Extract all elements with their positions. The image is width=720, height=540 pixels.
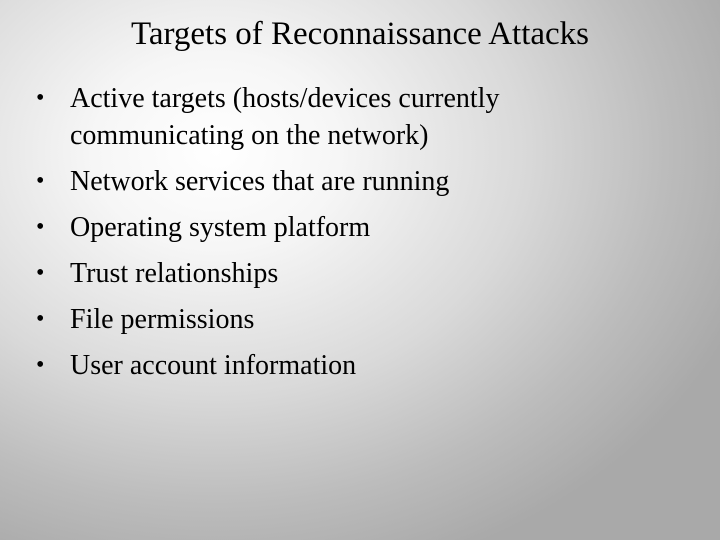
bullet-text: Operating system platform — [70, 212, 371, 243]
bullet-item — [36, 163, 676, 200]
bullet-icon: • — [36, 85, 45, 111]
bullet-list — [36, 80, 676, 393]
slide-title: Targets of Reconnaissance Attacks — [130, 16, 590, 52]
bullet-item — [36, 347, 676, 384]
bullet-icon: • — [36, 306, 45, 332]
bullet-item — [36, 255, 676, 292]
bullet-text: Active targets (hosts/devices currently communicating on the network) — [70, 83, 500, 151]
bullet-icon: • — [36, 168, 45, 194]
bullet-text: Trust relationships — [70, 258, 279, 289]
bullet-icon: • — [36, 260, 45, 286]
bullet-item — [36, 80, 676, 154]
bullet-icon: • — [36, 352, 45, 378]
bullet-text: User account information — [70, 350, 357, 381]
bullet-item — [36, 209, 676, 246]
bullet-icon: • — [36, 214, 45, 240]
bullet-text: Network services that are running — [70, 166, 450, 197]
bullet-text: File permissions — [70, 304, 255, 335]
bullet-item — [36, 301, 676, 338]
